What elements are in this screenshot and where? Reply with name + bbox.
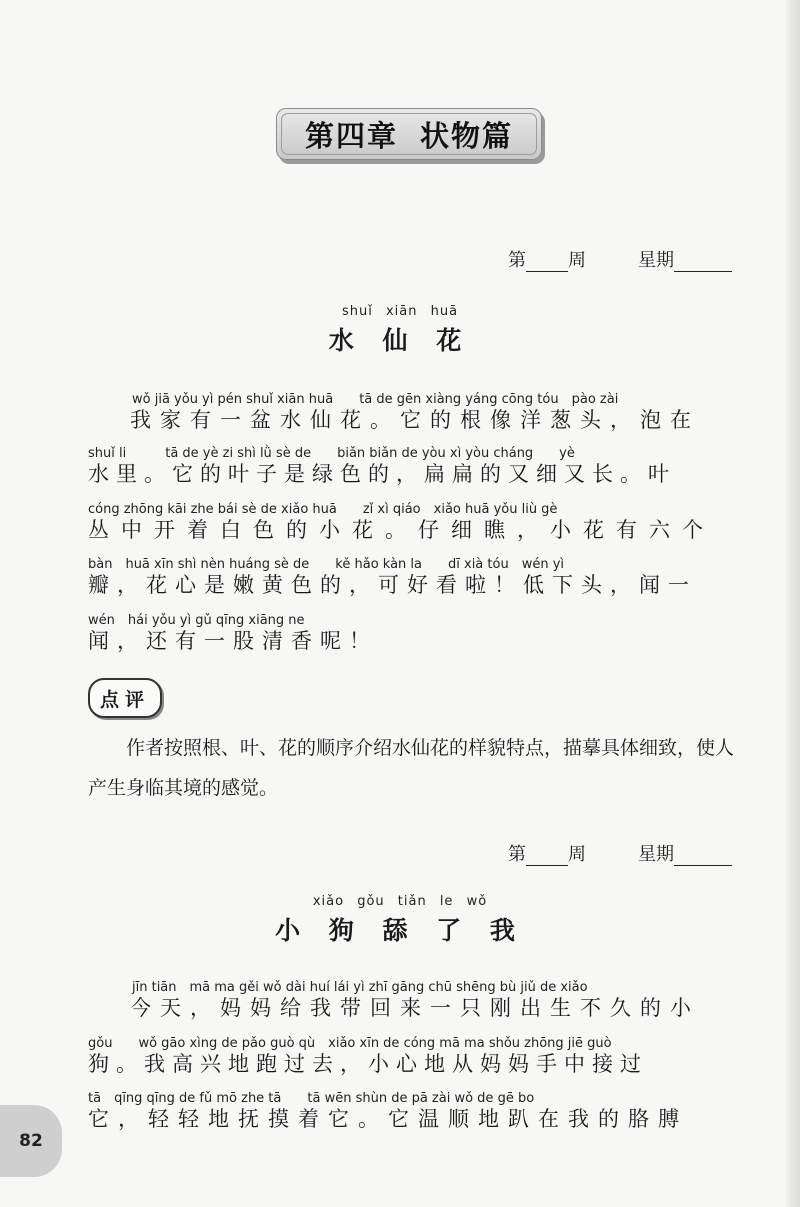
page-number: 82 [19,1131,43,1151]
story1-title-block [0,304,800,357]
week-blank[interactable] [526,253,568,272]
pinyin-line: jīn tiān mā ma gěi wǒ dài huí lái yì zhī gāng chū shēng bù jiǔ de xiǎo [132,980,588,995]
story2-title-pinyin: xiǎo gǒu tiǎn le wǒ [312,894,488,909]
story2-title: 小 狗 舔 了 我 [275,916,525,945]
chapter-title: 状物篇 [420,118,514,153]
story1-title: 水 仙 花 [328,326,472,355]
chapter-banner [276,108,542,160]
story2-title-block [0,894,800,947]
text-line: 丛中开着白色的小花。仔细瞧，小花有六个 [88,518,715,542]
text-line: 瓣，花心是嫩黄色的，可好看啦！低下头，闻一 [88,573,697,597]
pinyin-line: wǒ jiā yǒu yì pén shuǐ xiān huā tā de gēn xiàng yáng cōng tóu pào zài [132,392,619,407]
chapter-number: 第四章 [304,118,398,153]
text-line: 今天，妈妈给我带回来一只刚出生不久的小 [130,996,700,1020]
pinyin-line: bàn huā xīn shì nèn huáng sè de kě hǎo kàn la dī xià tóu wén yì [88,557,564,572]
pinyin-line: cóng zhōng kāi zhe bái sè de xiǎo huā zǐ xì qiáo xiǎo huā yǒu liù gè [88,502,558,517]
text-line: 它，轻轻地抚摸着它。它温顺地趴在我的胳膊 [88,1107,688,1131]
week-line-1: 第 周 星期 [508,246,732,272]
page-binding-edge [786,0,800,1207]
text-line: 我家有一盆水仙花。它的根像洋葱头，泡在 [130,408,700,432]
day-blank[interactable] [674,253,732,272]
pinyin-line: shuǐ li tā de yè zi shì lǜ sè de biǎn biǎn de yòu xì yòu cháng yè [88,446,575,461]
comment-badge: 点评 [88,678,162,718]
comment-text: 作者按照根、叶、花的顺序介绍水仙花的样貌特点，描摹具体细致，使人产生身临其境的感觉。 [88,737,735,799]
week-blank[interactable] [526,847,568,866]
pinyin-line: gǒu wǒ gāo xìng de pǎo guò qù xiǎo xīn de cóng mā ma shǒu zhōng jiē guò [88,1036,612,1051]
pinyin-line: tā qīng qīng de fǔ mō zhe tā tā wēn shùn de pā zài wǒ de gē bo [88,1091,535,1106]
week-line-2: 第 周 星期 [508,840,732,866]
text-line: 狗。我高兴地跑过去，小心地从妈妈手中接过 [88,1052,648,1076]
text-line: 闻，还有一股清香呢！ [88,629,378,653]
page-number-tab [0,1105,62,1177]
day-blank[interactable] [674,847,732,866]
story1-title-pinyin: shuǐ xiān huā [341,304,459,319]
pinyin-line: wén hái yǒu yì gǔ qīng xiāng ne [88,613,305,628]
text-line: 水里。它的叶子是绿色的，扁扁的又细又长。叶 [88,462,676,486]
